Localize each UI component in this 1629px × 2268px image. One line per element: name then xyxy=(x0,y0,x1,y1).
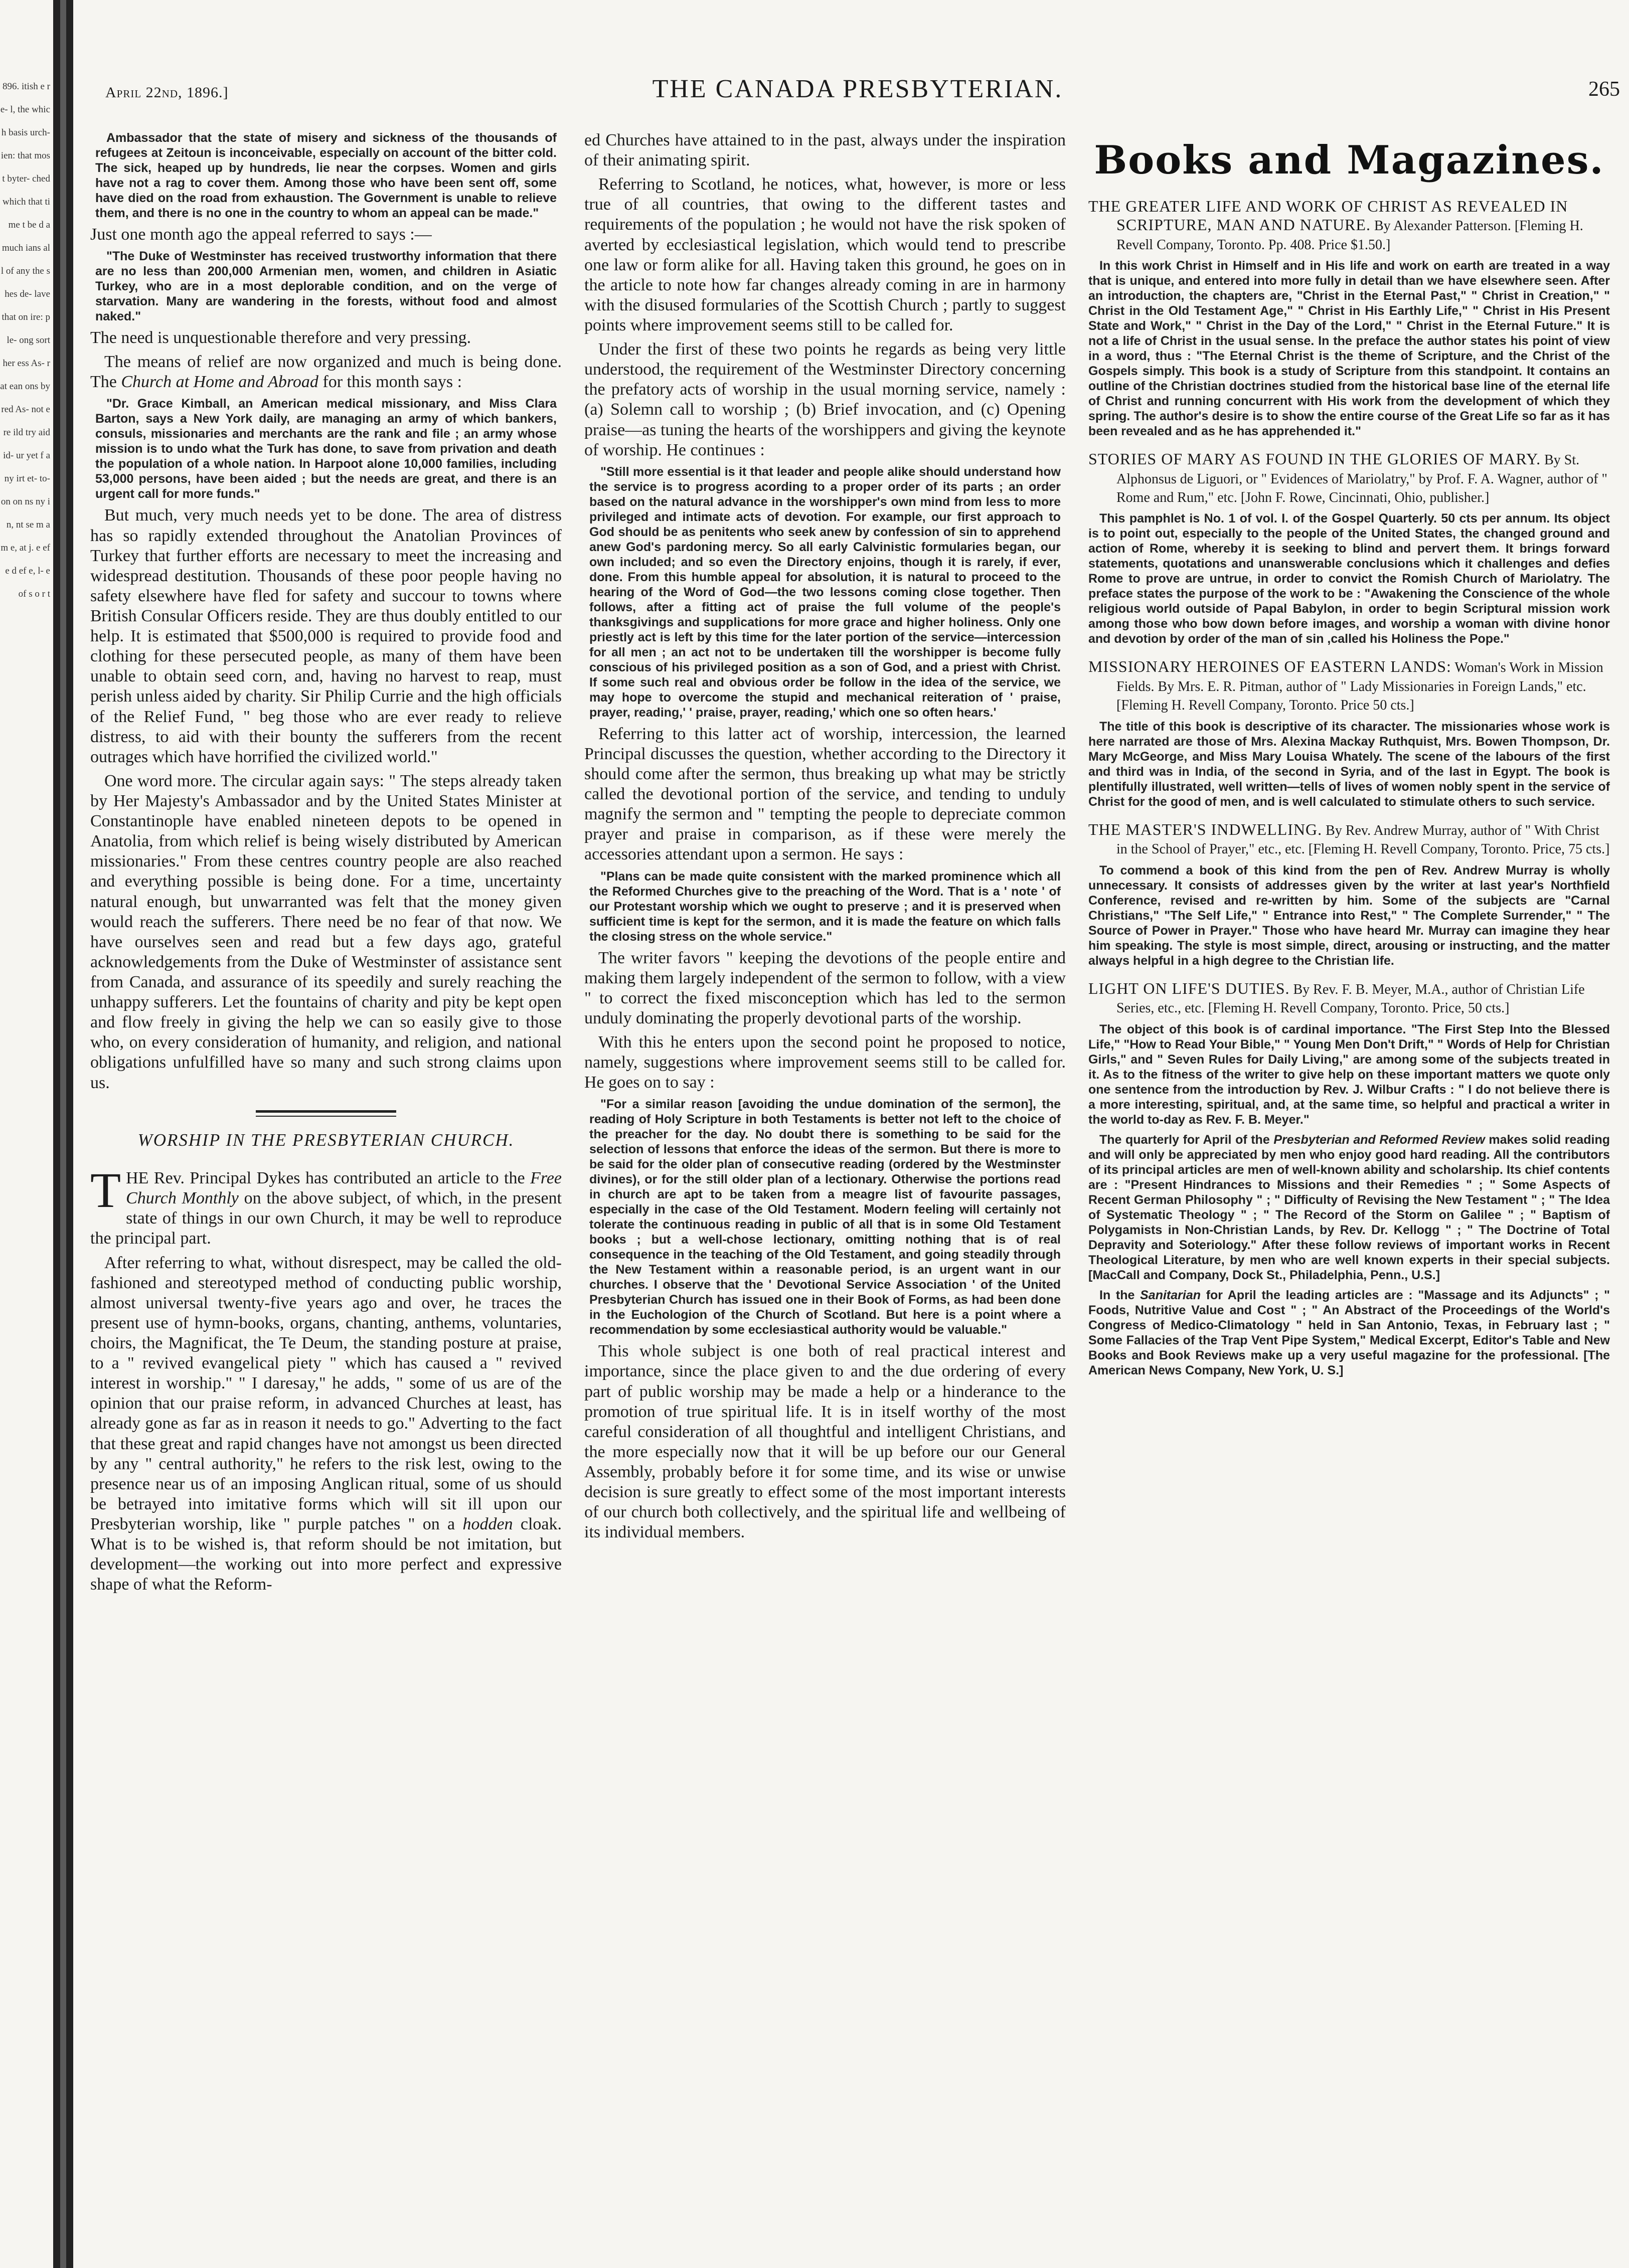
body-paragraph: Just one month ago the appeal referred to says :— xyxy=(90,225,432,244)
column-2 xyxy=(584,130,1066,2251)
newspaper-title: THE CANADA PRESBYTERIAN. xyxy=(652,75,1063,103)
body-paragraph: This whole subject is one both of real practical interest and importance, since the place given to and the due ordering of every part of public worship may be made a help or a hinderance to the promotion of true spiritual life. It is in itself worthy of the most careful consideration of all thoughtful and intelligent Christians, and the more especially now that it will be up before our our General Assembly, probably before it for some time, and its wise or unwise decision is sure greatly to effect some of the most important interests of our church both collectively, and the spiritual life and wellbeing of its individual members. xyxy=(584,1342,1066,1542)
section-divider xyxy=(256,1110,396,1117)
page-header xyxy=(95,70,1620,125)
article-heading: WORSHIP IN THE PRESBYTERIAN CHURCH. xyxy=(137,1130,515,1150)
body-paragraph: The means of relief are now organized and much is being done. The Church at Home and Abroad for this month says : xyxy=(90,353,562,392)
body-paragraph: The writer favors " keeping the devotions of the people entire and making them largely independent of the sermon to follow, with a view " to correct the fixed misconception which has led to the sermon unduly dominating the properly devotional parts of the worship. xyxy=(584,948,1066,1027)
body-paragraph: With this he enters upon the second point he proposed to notice, namely, suggestions where improvement seems still to be called for. He goes on to say : xyxy=(584,1032,1066,1092)
quote-paragraph: "For a similar reason [avoiding the undue domination of the sermon], the reading of Holy Scripture in both Testaments is better not left to the choice of the preacher for the day. No doubt there is something to be said for the selection of lessons that enforce the ideas of the sermon. But there is more to be said for the older plan of consecutive reading (ordered by the Westminster divines), or for the still older plan of a lectionary. Otherwise the portions read in church are apt to be taken from a meagre list of favourite passages, especially in the case of the Old Testament. Modern feeling will certainly not tolerate the continuous reading in public of all that is in some Old Testament books ; but a well-chose lectionary, omitting nothing that is of real consequence in the teaching of the Old Testament, and going steadily through the New Testament within a reasonable period, is an urgent want in our churches. I observe that the ' Devotional Service Association ' of the United Presbyterian Church has issued one in their Book of Forms, as had been done in the Euchologion of the Church of Scotland. But here is a point where a recommendation by some ecclesiastical authority would be valuable." xyxy=(589,1097,1061,1337)
body-paragraph: After referring to what, without disrespect, may be called the old-fashioned and stereotyped method of conducting public worship, almost universal twenty-five years ago and over, he traces the present use of hymn-books, organs, chanting, anthems, voluntaries, choirs, the Magnificat, the Te Deum, the standing posture at praise, to a " revived evangelical piety " which has caused a " revived interest in worship." " I daresay," he adds, " some of us are of the opinion that our praise reform, in advanced Churches at least, has already gone as far as in reason it needs to go." Adverting to the fact that these great and rapid changes have not amongst us been directed by any " central authority," he refers to the risk lest, owing to the presence near us of an imposing Anglican ritual, some of us should be betrayed into imitative forms which will sit ill upon our Presbyterian worship, like " purple patches " on a hodden cloak. What is to be wished is, that reform should be not imitation, but development—the working out into more perfect and expressive shape of what the Reform- xyxy=(90,1253,562,1594)
column-3 xyxy=(1088,130,1610,2251)
quote-paragraph: Ambassador that the state of misery and sickness of the thousands of refugees at Zeitoun is inconceivable, especially on account of the bitter cold. The sick, heaped up by hundreds, lie near the corpses. Women and girls have not a rag to cover them. Among those who have been sent off, some have died on the road from exhaustion. The Government is unable to relieve them, and there is no one in the country to whom an appeal can be made." xyxy=(95,131,557,220)
quote-paragraph: "Still more essential is it that leader and people alike should understand how the service is to progress acording to a proper order of its parts ; an order based on the natural advance in the worshipper's own mind from less to more privileged and intimate acts of devotion. For example, our first approach to God should be as penitents who seek anew by confession of sin to apprehend anew God's pardoning mercy. So all early Calvinistic formularies began, our own included; and so even the Directory enjoins, though it is rarely, if ever, done. From this humble appeal for absolution, it is natural to proceed to the hearing of the Word of God—the two lessons coming close together. Then follows, after a fitting act of praise the full volume of the people's thanksgivings and supplications for more grace and higher holiness. Only one priestly act is left by this time for the later portion of the service—intercession for all men ; an act not to be undertaken till the worshipper is become fully conscious of his privileged position as a son of God, and a priest with Christ. If some such real and obvious order be follow in the idea of the service, we may hope to overcome the stupid and mechanical reiteration of ' praise, prayer, reading,' ' praise, prayer, reading,' which one so often hears.' xyxy=(589,464,1061,720)
section-title: Books and Magazines. xyxy=(1094,137,1604,183)
drop-cap: T xyxy=(90,1162,121,1218)
book-review: This pamphlet is No. 1 of vol. I. of the Gospel Quarterly. 50 cts per annum. Its object is to point out, especially to the people of the United States, the changed ground and action of Rome, whereby it is seeking to blind and pervert them. It brings forward statements, quotations and unanswerable conclusions which it challenges and defies Rome to prove are untrue, in order to convict the Romish Church of Mariolatry. The preface states the purpose of the work to be : "Awakening the Conscience of the whole religious world outside of Papal Babylon, in order to begin Scriptural mission work among those who bow down before images, and worship a woman with divine honor and devotion by order of the man of sin ,called his Holiness the Pope." xyxy=(1088,511,1610,646)
body-paragraph: Referring to this latter act of worship, intercession, the learned Principal discusses the question, whether according to the Directory it should come after the sermon, thus breaking up what may be strictly called the devotional portion of the service, and tending to unduly magnify the sermon and " tempting the people to depreciate common prayer and praise in comparison, as if these were merely the accessories attendant upon a sermon. He says : xyxy=(584,724,1066,864)
magazine-review: In the Sanitarian for April the leading articles are : "Massage and its Adjuncts" ; " Foods, Nutritive Value and Cost " ; " An Abstract of the Proceedings of the World's Congress of Medico-Climatology " held in San Antonio, Texas, in February last ; " Some Fallacies of the Trap Vent Pipe System," Medical Excerpt, Editor's Table and New Books and Book Reviews make up a very useful magazine for the professional. [The American News Company, New York, U. S.] xyxy=(1088,1288,1610,1377)
book-entry-heading: MISSIONARY HEROINES OF EASTERN LANDS: Woman's Work in Mission Fields. By Mrs. E. R. Pitman, author of " Lady Missionaries in Foreign Lands," etc. [Fleming H. Revell Company, Toronto. Price 50 cts.] xyxy=(1088,657,1603,714)
book-entry-heading: LIGHT ON LIFE'S DUTIES. By Rev. F. B. Meyer, M.A., author of Christian Life Series, etc., etc. [Fleming H. Revell Company, Toronto. Price, 50 cts.] xyxy=(1088,979,1585,1016)
issue-date: April 22nd, 1896.] xyxy=(105,84,229,101)
book-review: The object of this book is of cardinal importance. "The First Step Into the Blessed Life," "How to Read Your Bible," " Young Men Don't Drift," " Words of Help for Christian Girls," and " Seven Rules for Daily Living," are among some of the subjects treated in it. As to the fitness of the writer to give help on these important matters we quote only one sentence from the introduction by Rev. J. Wilbur Crafts : " I do not believe there is a more interesting, spiritual, and, at the same time, so helpful and practical a writer in the world to-day as Rev. F. B. Meyer." xyxy=(1088,1022,1610,1127)
book-review: To commend a book of this kind from the pen of Rev. Andrew Murray is wholly unnecessary. It consists of addresses given by the writer at last year's Northfield Conference, revised and re-written by him. Some of the subjects are "Carnal Christians," "The Self Life," " Entrance into Rest," " The Complete Surrender," " The Source of Power in Prayer." Those who have heard Mr. Murray can imagine they hear him speaking. The style is most simple, direct, arousing or instructing, and the matter always helpful in a high degree to the Christian life. xyxy=(1088,863,1610,968)
publication-title: Free Church Monthly xyxy=(126,1169,562,1208)
book-review: In this work Christ in Himself and in His life and work on earth are treated in a way that is unique, and entered into more fully in detail than we have elsewhere seen. After an introduction, the chapters are, "Christ in the Eternal Past," " Christ in Creation," " Christ in the Old Testament Age," " Christ in His Earthly Life," " Christ in His Present State and Work," " Christ in the Day of the Lord," " Christ in the Eternal Future." It is not a life of Christ in the usual sense. In the preface the author states his point of view in a word, thus : "The Eternal Christ is the theme of Scripture, and the Christ of the Gospels simply. This book is a study of Scripture from this standpoint. It contains an outline of the Christian doctrines studied from the historical base line of the eternal life of Christ and running concurrent with His work from the development of which they spring. The author's desire is to show the entire course of the Great Life so far as it has been revealed and as he has apprehended it." xyxy=(1088,259,1610,439)
publication-title: Church at Home and Abroad xyxy=(121,373,318,392)
body-paragraph: But much, very much needs yet to be done. The area of distress has so rapidly extended throughout the Anatolian Provinces of Turkey that further efforts are necessary to meet the increasing and widespread destitution. Thousands of these poor people having no safety elsewhere have fled for safety and succour to towns where British Consular Officers reside. They are thus doubly entitled to our help. It is estimated that $500,000 is required to provide food and clothing for these persecuted people, as many of them have been unable to obtain seed corn, and, having no harvest to reap, must perish unless aided by charity. Sir Philip Currie and the high officials of the Relief Fund, " beg those who are ever ready to relieve distress, to aid with their bounty the sufferers from the recent outrages which have horrified the civilized world." xyxy=(90,506,562,766)
body-paragraph: THE Rev. Principal Dykes has contributed an article to the Free Church Monthly on the above subject, of which, in the present state of things in our own Church, it may be well to reproduce the principal part. xyxy=(90,1162,562,1248)
column-1 xyxy=(90,130,562,2251)
book-entry-heading: STORIES OF MARY AS FOUND IN THE GLORIES OF MARY. By St. Alphonsus de Liguori, or " Evidences of Mariolatry," by Prof. F. A. Wagner, author of " Rome and Rum," etc. [John F. Rowe, Cincinnati, Ohio, publisher.] xyxy=(1088,450,1607,505)
book-entry-heading: THE MASTER'S INDWELLING. By Rev. Andrew Murray, author of " With Christ in the School of Prayer," etc., etc. [Fleming H. Revell Company, Toronto. Price, 75 cts.] xyxy=(1088,820,1610,857)
quote-paragraph: "The Duke of Westminster has received trustworthy information that there are no less than 200,000 Armenian men, women, and children in Asiatic Turkey, who are in a most deplorable condition, and on the verge of starvation. Many are wandering in the forests, without food and almost naked." xyxy=(95,249,557,324)
page-gutter-shadow xyxy=(53,0,73,2268)
page-number: 265 xyxy=(1588,78,1620,101)
facing-page-fragments: 896. itish e re- l, the which basis urch- ien: that most byter- ched which that time t be d a much ians all of any the shes de- lave that on ire: ple- ong sort her ess As- rat ean ons by red As- not ere ild try aid id- ur yet f a ny irt et- to- on on ns ny in, nt se m a m e, at j. e ef e d ef e, l- e of s o r t xyxy=(0,81,50,599)
body-paragraph: Under the first of these two points he regards as being very little understood, the requirement of the Westminster Directory concerning the prefatory acts of worship in the usual morning service, namely : (a) Solemn call to worship ; (b) Brief invocation, and (c) Opening praise—as tuning the hearts of the worshippers and giving the keynote of worship. He continues : xyxy=(584,340,1066,459)
magazine-title: Presbyterian and Reformed Review xyxy=(1273,1132,1485,1147)
quote-paragraph: "Dr. Grace Kimball, an American medical missionary, and Miss Clara Barton, says a New York daily, are managing an army of which bankers, consuls, missionaries and merchants are the rank and file ; an army whose mission is to undo what the Turk has done, to save from privation and death the population of a whole nation. In Harpoot alone 10,000 families, including 53,000 persons, have been aided ; but the needs are great, and there is an urgent call for more funds." xyxy=(95,397,557,501)
body-paragraph: One word more. The circular again says: " The steps already taken by Her Majesty's Ambassador and by the United States Minister at Constantinople have enabled nineteen depots to be opened in Anatolia, from which relief is being wisely distributed by American missionaries." From these centres country people are also reached and everything possible is being done. For a time, uncertainty natural enough, but unwarranted was felt that the money given would reach the sufferers. There need be no fear of that now. We have ourselves seen and read but a few days ago, grateful acknowledgements from the Duke of Westminster of assistance sent from Canada, and assurance of its speedily and surely reaching the unhappy sufferers. Let the fountains of charity and pity be kept open and flow freely in giving the help we can so easily give to those who, on every consideration of humanity, and religion, and national obligations unfulfilled have so many and such strong claims upon us. xyxy=(90,771,562,1092)
magazine-title: Sanitarian xyxy=(1140,1288,1201,1302)
book-review: The title of this book is descriptive of its character. The missionaries whose work is here narrated are those of Mrs. Alexina Mackay Ruthquist, Mrs. Bowen Thompson, Dr. Mary McGeorge, and Miss Mary Louisa Whately. The scene of the labours of the first and third was in India, of the second in Syria, and of the last in Egypt. The book is plentifully illustrated, well written—tells of lives of women nobly spent in the service of Christ for the good of men, and is well calculated to stimulate others to such service. xyxy=(1088,719,1610,809)
quote-paragraph: "Plans can be made quite consistent with the marked prominence which all the Reformed Churches give to the preaching of the Word. That is a ' note ' of our Protestant worship which we ought to preserve ; and it is preserved when sufficient time is kept for the sermon, and it is made the feature on which falls the closing stress on the whole service." xyxy=(589,869,1061,944)
body-paragraph: The need is unquestionable therefore and very pressing. xyxy=(90,328,471,347)
magazine-review: The quarterly for April of the Presbyterian and Reformed Review makes solid reading and will only be appreciated by men who enjoy good hard reading. All the contributors of its principal articles are men of well-known ability and scholarship. Its chief contents are : "Present Hindrances to Missions and their Remedies " ; " Some Aspects of Recent German Philosophy " ; " Difficulty of Revising the New Testament " ; " The Idea of Systematic Theology " ; " The Record of the Storm on Galilee " ; " Baptism of Polygamists in Non-Christian Lands, by Rev. Dr. Kellogg " ; " The Doctrine of Total Depravity and Soteriology." After these follow reviews of important works in Recent Theological Literature, by men who are well known experts in their special subjects. [MacCall and Company, Dock St., Philadelphia, Penn., U.S.] xyxy=(1088,1132,1610,1282)
body-paragraph: Referring to Scotland, he notices, what, however, is more or less true of all countries, that owing to the different tastes and requirements of the population ; he would not have the risk spoken of averted by ecclesiastical legislation, which would tend to prescribe one law or form alike for all. Having taken this ground, he goes on in the article to note how far changes already coming in are in harmony with the disused formularies of the Scottish Church ; partly to suggest points where improvement seems still to be called for. xyxy=(584,175,1066,334)
body-paragraph: ed Churches have attained to in the past, always under the inspiration of their animating spirit. xyxy=(584,131,1066,170)
book-entry-heading: THE GREATER LIFE AND WORK OF CHRIST AS REVEALED IN SCRIPTURE, MAN AND NATURE. By Alexander Patterson. [Fleming H. Revell Company, Toronto. Pp. 408. Price $1.50.] xyxy=(1088,197,1583,253)
